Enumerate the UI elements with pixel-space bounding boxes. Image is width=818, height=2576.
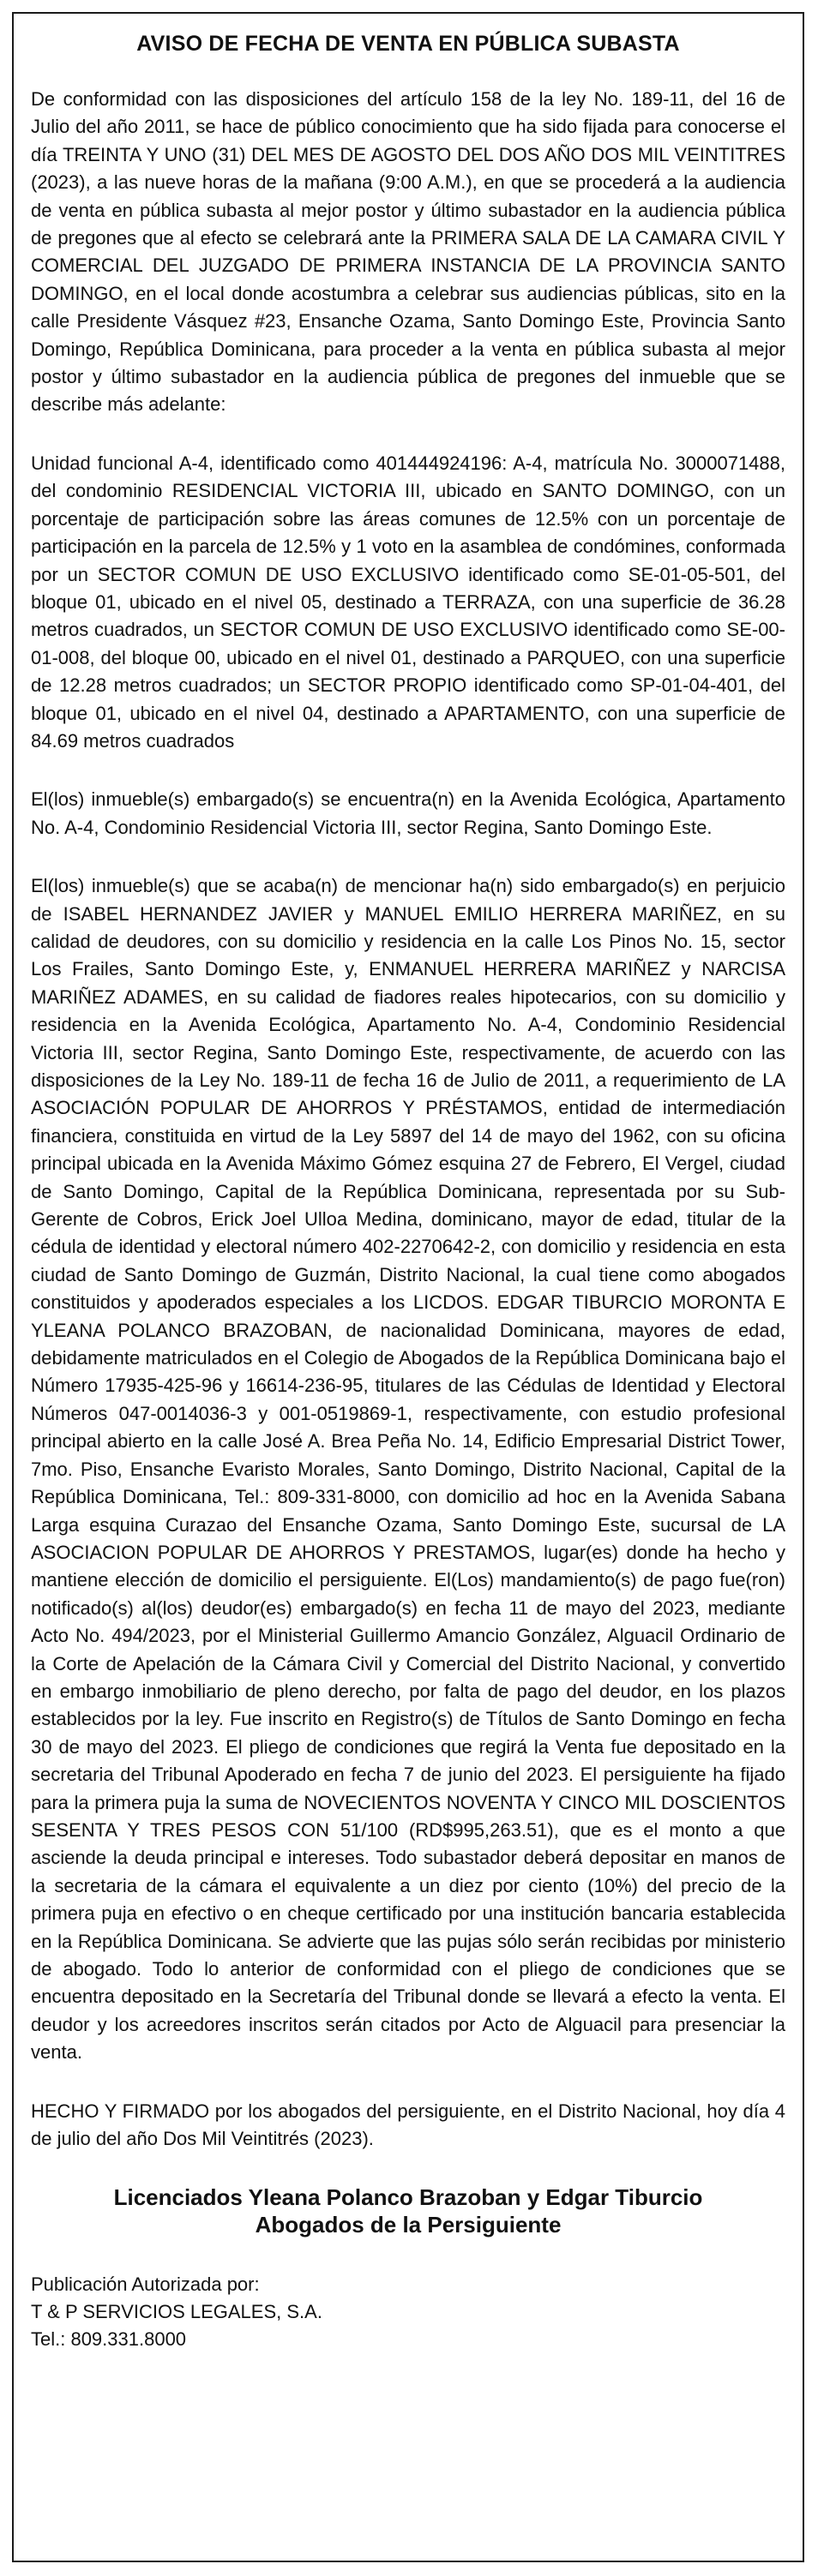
paragraph-auction-date: De conformidad con las disposiciones del artículo 158 de la ley No. 189-11, del 16 de Julio del año 2011, se hace de público conocimiento que ha sido fijada para conocerse el día TREINTA Y UNO (31) DEL MES DE AGOSTO DEL DOS AÑO DOS MIL VEINTITRES (2023), a las nueve horas de la mañana (9:00 A.M.), en que se procederá a la audiencia de venta en pública subasta al mejor postor y último subastador en la audiencia pública de pregones que al efecto se celebrará ante la PRIMERA SALA DE LA CAMARA CIVIL Y COMERCIAL DEL JUZGADO DE PRIMERA INSTANCIA DE LA PROVINCIA SANTO DOMINGO, en el local donde acostumbra a celebrar sus audiencias públicas, sito en la calle Presidente Vásquez #23, Ensanche Ozama, Santo Domingo Este, Provincia Santo Domingo, República Dominicana, para proceder a la venta en pública subasta al mejor postor y último subastador en la audiencia pública de pregones del inmueble que se describe más adelante: [31,88,785,416]
signature-role: Abogados de la Persiguiente [255,2212,562,2238]
paragraph-property-description: Unidad funcional A-4, identificado como 401444924196: A-4, matrícula No. 3000071488, del condominio RESIDENCIAL VICTORIA III, ubicado en SANTO DOMINGO, con un porcentaje de participación sobre las áreas comunes de 12.5% con un porcentaje de participación en la parcela de 12.5% y 1 voto en la asamblea de condómines, conformada por un SECTOR COMUN DE USO EXCLUSIVO identificado como SE-01-05-501, del bloque 01, ubicado en el nivel 05, destinado a TERRAZA, con una superficie de 36.28 metros cuadrados, un SECTOR COMUN DE USO EXCLUSIVO identificado como SE-00-01-008, del bloque 00, ubicado en el nivel 01, destinado a PARQUEO, con una superficie de 12.28 metros cuadrados; un SECTOR PROPIO identificado como SP-01-04-401, del bloque 01, ubicado en el nivel 04, destinado a APARTAMENTO, con una superficie de 84.69 metros cuadrados [31,452,785,752]
legal-notice [12,12,804,2562]
signature-names: Licenciados Yleana Polanco Brazoban y Edgar Tiburcio [113,2184,703,2211]
notice-title: AVISO DE FECHA DE VENTA EN PÚBLICA SUBASTA [136,32,680,56]
paragraph-signed-date: HECHO Y FIRMADO por los abogados del persiguiente, en el Distrito Nacional, hoy día 4 de julio del año Dos Mil Veintitrés (2023). [31,2100,785,2150]
publication-label: Publicación Autorizada por: [31,2273,260,2296]
signature-block [31,2184,785,2238]
publication-phone: Tel.: 809.331.8000 [31,2328,187,2351]
paragraph-seizure-details: El(los) inmueble(s) que se acaba(n) de mencionar ha(n) sido embargado(s) en perjuicio de ISABEL HERNANDEZ JAVIER y MANUEL EMILIO HERRERA MARIÑEZ, en su calidad de deudores, con su domicilio y residencia en la calle Los Pinos No. 15, sector Los Frailes, Santo Domingo Este, y, ENMANUEL HERRERA MARIÑEZ y NARCISA MARIÑEZ ADAMES, en su calidad de fiadores reales hipotecarios, con su domicilio y residencia en la Avenida Ecológica, Apartamento No. A-4, Condominio Residencial Victoria III, sector Regina, Santo Domingo Este, respectivamente, de acuerdo con las disposiciones de la Ley No. 189-11 de fecha 16 de Julio de 2011, a requerimiento de LA ASOCIACIÓN POPULAR DE AHORROS Y PRÉSTAMOS, entidad de intermediación financiera, constituida en virtud de la Ley 5897 del 14 de mayo del 1962, con su oficina principal ubicada en la Avenida Máximo Gómez esquina 27 de Febrero, El Vergel, ciudad de Santo Domingo, Capital de la República Dominicana, representada por su Sub-Gerente de Cobros, Erick Joel Ulloa Medina, dominicano, mayor de edad, titular de la cédula de identidad y electoral número 402-2270642-2, con domicilio y residencia en esta ciudad de Santo Domingo de Guzmán, Distrito Nacional, la cual tiene como abogados constituidos y apoderados especiales a los LICDOS. EDGAR TIBURCIO MORONTA E YLEANA POLANCO BRAZOBAN, de nacionalidad Dominicana, mayores de edad, debidamente matriculados en el Colegio de Abogados de la República Dominicana bajo el Número 17935-425-96 y 16614-236-95, titulares de las Cédulas de Identidad y Electoral Números 047-0014036-3 y 001-0519869-1, respectivamente, con estudio profesional principal abierto en la calle José A. Brea Peña No. 14, Edificio Empresarial District Tower, 7mo. Piso, Ensanche Evaristo Morales, Santo Domingo, Distrito Nacional, Capital de la República Dominicana, Tel.: 809-331-8000, con domicilio ad hoc en la Avenida Sabana Larga esquina Curazao del Ensanche Ozama, Santo Domingo Este, sucursal de LA ASOCIACION POPULAR DE AHORROS Y PRESTAMOS, lugar(es) donde ha hecho y mantiene elección de domicilio el persiguiente. El(Los) mandamiento(s) de pago fue(ron) notificado(s) al(los) deudor(es) embargado(s) en fecha 11 de mayo del 2023, mediante Acto No. 494/2023, por el Ministerial Guillermo Amancio González, Alguacil Ordinario de la Corte de Apelación de la Cámara Civil y Comercial del Distrito Nacional, y convertido en embargo inmobiliario de pleno derecho, por falta de pago del deudor, en los plazos establecidos por la ley. Fue inscrito en Registro(s) de Títulos de Santo Domingo en fecha 30 de mayo del 2023. El pliego de condiciones que regirá la Venta fue depositado en la secretaria del Tribunal Apoderado en fecha 7 de junio del 2023. El persiguiente ha fijado para la primera puja la suma de NOVECIENTOS NOVENTA Y CINCO MIL DOSCIENTOS SESENTA Y TRES PESOS CON 51/100 (RD$995,263.51), que es el monto a que asciende la deuda principal e intereses. Todo subastador deberá depositar en manos de la secretaria de la cámara el equivalente a un diez por ciento (10%) del precio de la primera puja en efectivo o en cheque certificado por una institución bancaria establecida en la República Dominicana. Se advierte que las pujas sólo serán recibidas por ministerio de abogado. Todo lo anterior de conformidad con el pliego de condiciones que se encuentra depositado en la Secretaría del Tribunal donde se llevará a efecto la venta. El deudor y los acreedores inscritos serán citados por Acto de Alguacil para presenciar la venta. [31,875,785,2064]
publication-block [31,2271,785,2353]
paragraph-property-location: El(los) inmueble(s) embargado(s) se encuentra(n) en la Avenida Ecológica, Apartamento No. A-4, Condominio Residencial Victoria III, sector Regina, Santo Domingo Este. [31,788,785,838]
publication-company: T & P SERVICIOS LEGALES, S.A. [31,2301,322,2323]
